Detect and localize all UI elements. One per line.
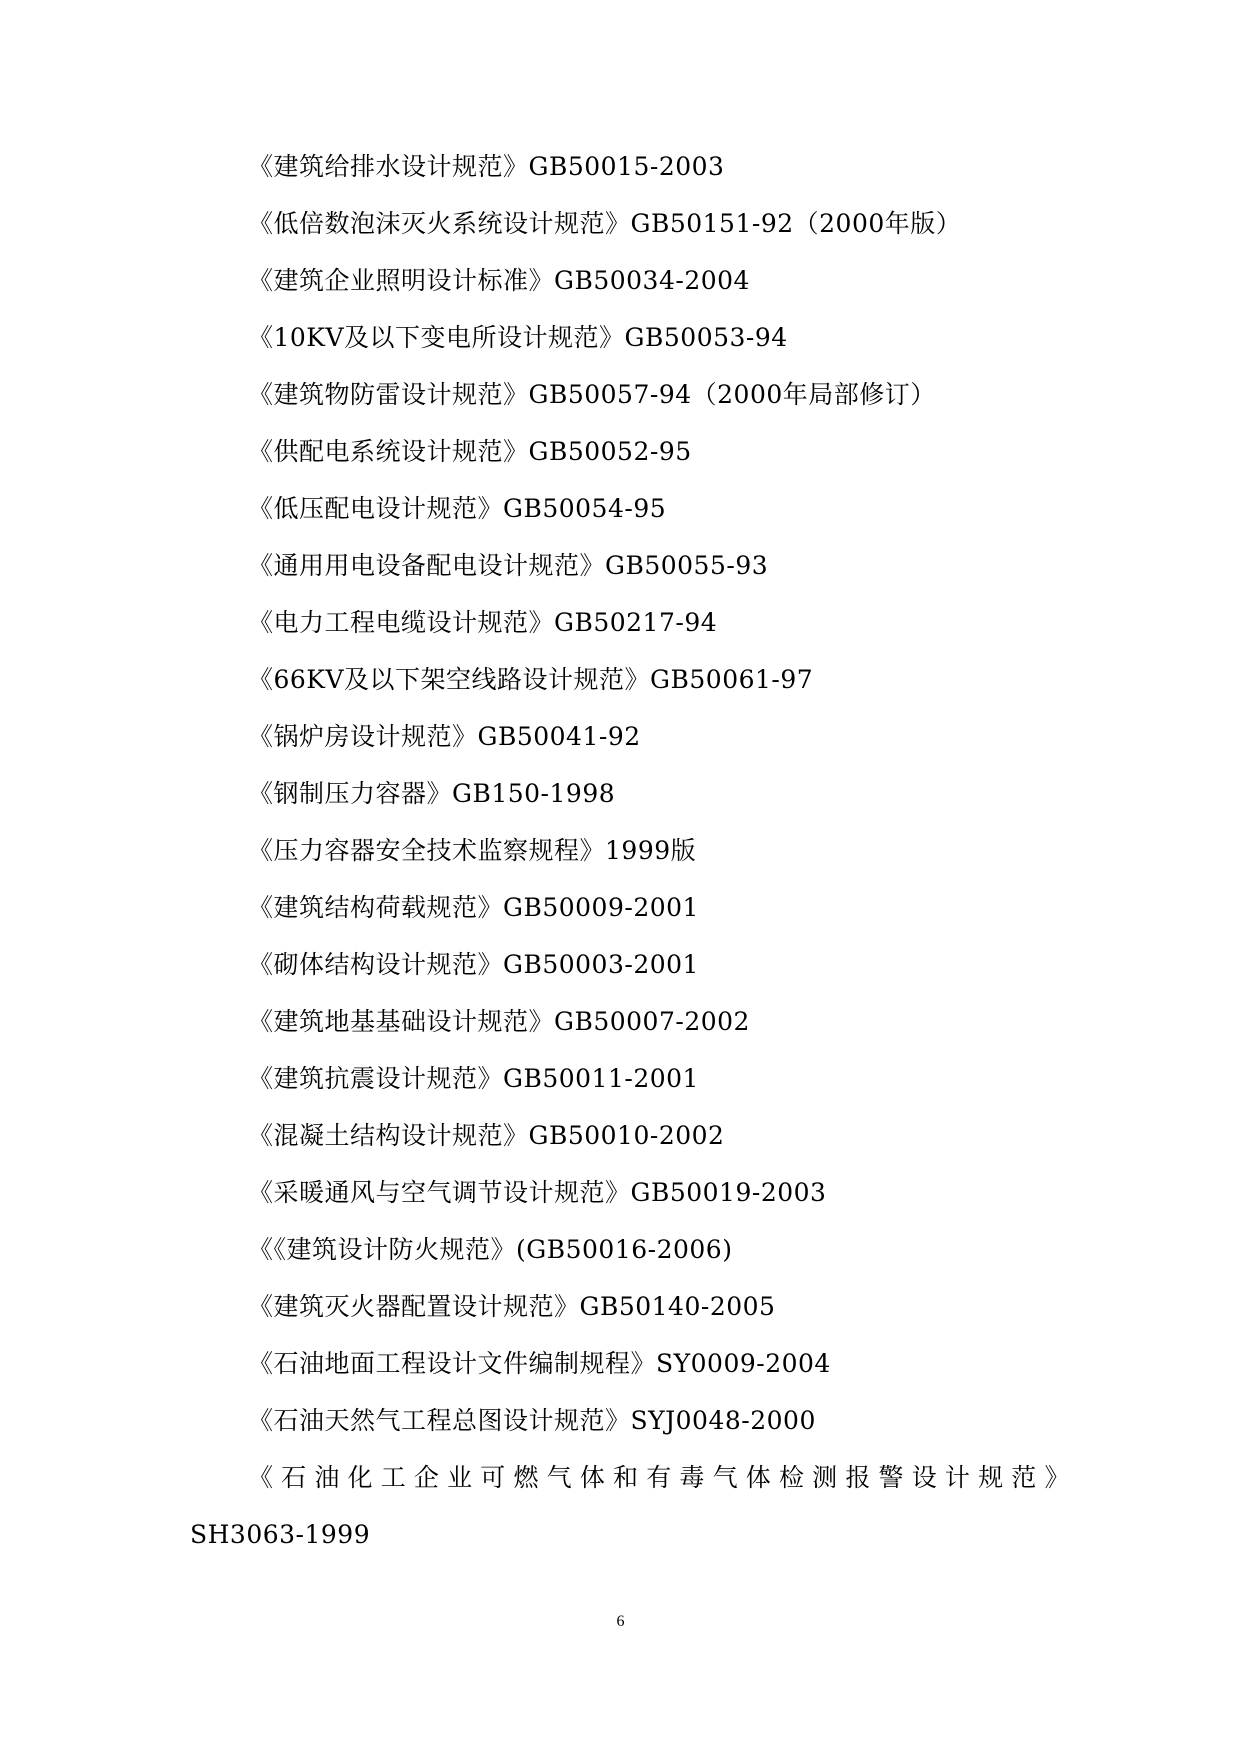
standard-item: 《低倍数泡沫灭火系统设计规范》GB50151-92（2000年版） [248,209,962,238]
standard-item: 《砌体结构设计规范》GB50003-2001 [248,950,699,979]
standard-item-code: SH3063-1999 [190,1520,371,1549]
standard-item: 《石油地面工程设计文件编制规程》SY0009-2004 [248,1349,831,1378]
standard-item-title: 《石油化工企业可燃气体和有毒气体检测报警设计规范》 [248,1463,1070,1492]
standard-item: 《采暖通风与空气调节设计规范》GB50019-2003 [248,1178,827,1207]
standard-item: 《建筑给排水设计规范》GB50015-2003 [248,152,725,181]
standard-item: 《锅炉房设计规范》GB50041-92 [248,722,641,751]
standards-list [190,138,1070,1563]
standard-item: 《低压配电设计规范》GB50054-95 [248,494,667,523]
standard-item: 《混凝土结构设计规范》GB50010-2002 [248,1121,725,1150]
standard-item: 《《建筑设计防火规范》(GB50016-2006) [248,1235,733,1264]
standard-item: 《建筑灭火器配置设计规范》GB50140-2005 [248,1292,776,1321]
standard-item: 《电力工程电缆设计规范》GB50217-94 [248,608,718,637]
standard-item: 《石油天然气工程总图设计规范》SYJ0048-2000 [248,1406,816,1435]
page-number: 6 [616,1613,625,1630]
standard-item: 《供配电系统设计规范》GB50052-95 [248,437,692,466]
standard-item: 《建筑地基基础设计规范》GB50007-2002 [248,1007,750,1036]
standard-item: 《66KV及以下架空线路设计规范》GB50061-97 [248,665,814,694]
standard-item: 《钢制压力容器》GB150-1998 [248,779,616,808]
standard-item: 《建筑物防雷设计规范》GB50057-94（2000年局部修订） [248,380,936,409]
standard-item: 《建筑抗震设计规范》GB50011-2001 [248,1064,699,1093]
standard-item: 《建筑结构荷载规范》GB50009-2001 [248,893,699,922]
standard-item: 《通用用电设备配电设计规范》GB50055-93 [248,551,769,580]
standard-item: 《10KV及以下变电所设计规范》GB50053-94 [248,323,788,352]
standard-item: 《压力容器安全技术监察规程》1999版 [248,836,697,865]
standard-item: 《建筑企业照明设计标准》GB50034-2004 [248,266,750,295]
